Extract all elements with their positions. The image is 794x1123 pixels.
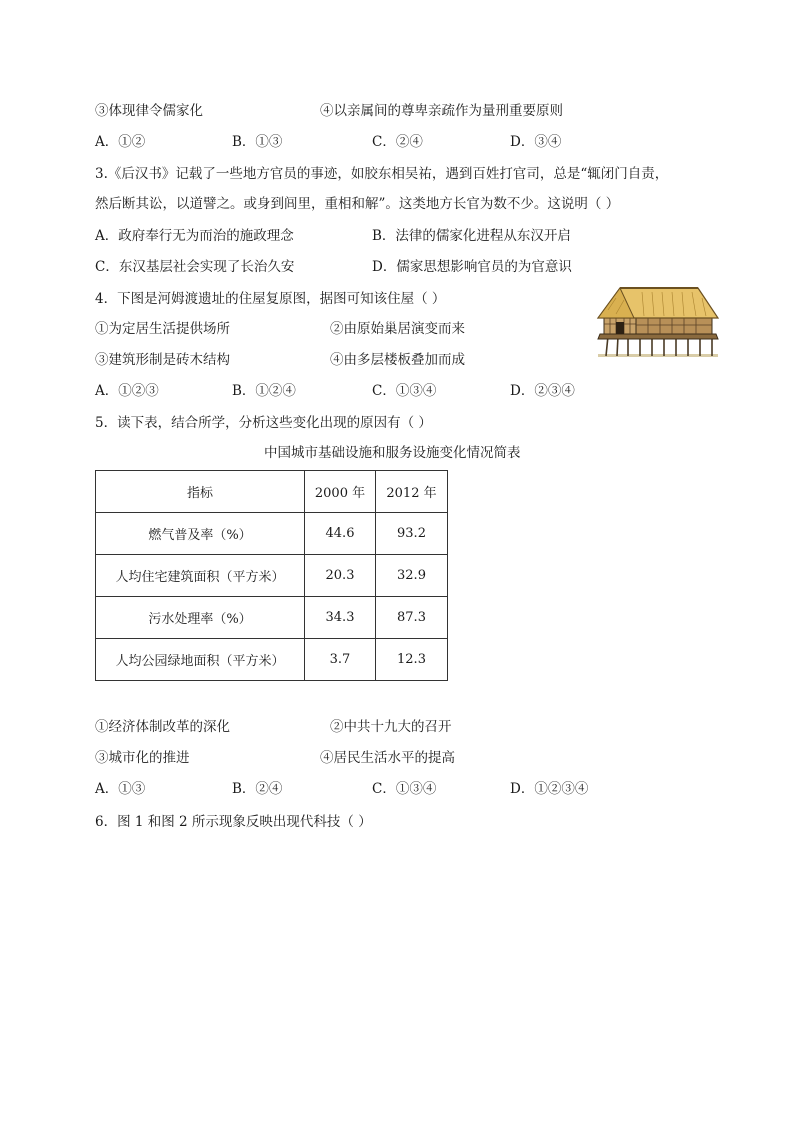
table-cell: 93.2 [376, 513, 448, 555]
q5-option-d: D．①②③④ [510, 781, 589, 797]
q2-item-3: ③体现律令儒家化 [95, 103, 203, 119]
hemudu-house-illustration [594, 282, 722, 360]
q5-option-c: C．①③④ [372, 781, 437, 797]
q4-item-1: ①为定居生活提供场所 [95, 321, 230, 337]
q4-option-a: A．①②③ [95, 383, 159, 399]
table-header-row [96, 471, 448, 513]
q3-option-d: D．儒家思想影响官员的为官意识 [372, 259, 572, 275]
q3-stem-line-1: 3.《后汉书》记载了一些地方官员的事迹，如胶东相吴祐，遇到百姓打官司，总是“辄闭门自责， [95, 166, 669, 182]
q5-item-4: ④居民生活水平的提高 [320, 750, 455, 766]
q5-option-b: B．②④ [232, 781, 283, 797]
q5-item-3: ③城市化的推进 [95, 750, 190, 766]
table-row [96, 597, 448, 639]
table-cell: 污水处理率（%） [96, 597, 305, 639]
q2-option-d: D．③④ [510, 134, 562, 150]
q5-table-title: 中国城市基础设施和服务设施变化情况简表 [264, 445, 521, 461]
table-cell: 32.9 [376, 555, 448, 597]
table-row [96, 555, 448, 597]
q4-item-3: ③建筑形制是砖木结构 [95, 352, 230, 368]
q4-option-b: B．①②④ [232, 383, 296, 399]
table-cell: 34.3 [305, 597, 376, 639]
q6-stem: 6．图 1 和图 2 所示现象反映出现代科技（ ） [95, 814, 372, 830]
q2-option-a: A．①② [95, 134, 146, 150]
q4-item-2: ②由原始巢居演变而来 [330, 321, 465, 337]
table-cell: 3.7 [305, 639, 376, 681]
table-cell: 44.6 [305, 513, 376, 555]
q2-item-4: ④以亲属间的尊卑亲疏作为量刑重要原则 [320, 103, 563, 119]
q2-option-c: C．②④ [372, 134, 423, 150]
q3-option-c: C．东汉基层社会实现了长治久安 [95, 259, 295, 275]
q4-option-c: C．①③④ [372, 383, 437, 399]
table-cell: 20.3 [305, 555, 376, 597]
q4-option-d: D．②③④ [510, 383, 575, 399]
q5-option-a: A．①③ [95, 781, 146, 797]
table-row [96, 513, 448, 555]
infrastructure-table [95, 470, 448, 681]
table-cell: 燃气普及率（%） [96, 513, 305, 555]
table-cell: 人均公园绿地面积（平方米） [96, 639, 305, 681]
q3-option-a: A．政府奉行无为而治的施政理念 [95, 228, 294, 244]
q4-item-4: ④由多层楼板叠加而成 [330, 352, 465, 368]
q4-stem: 4．下图是河姆渡遗址的住屋复原图，据图可知该住屋（ ） [95, 291, 446, 307]
q2-option-b: B．①③ [232, 134, 283, 150]
q5-item-2: ②中共十九大的召开 [330, 719, 452, 735]
table-cell: 人均住宅建筑面积（平方米） [96, 555, 305, 597]
table-cell: 87.3 [376, 597, 448, 639]
table-cell: 12.3 [376, 639, 448, 681]
table-row [96, 639, 448, 681]
table-header-cell: 2000 年 [305, 471, 376, 513]
table-header-cell: 2012 年 [376, 471, 448, 513]
q3-stem-line-2: 然后断其讼，以道譬之。或身到闾里，重相和解”。这类地方长官为数不少。这说明（ ） [95, 196, 620, 212]
table-header-cell: 指标 [96, 471, 305, 513]
q3-option-b: B．法律的儒家化进程从东汉开启 [372, 228, 571, 244]
q5-item-1: ①经济体制改革的深化 [95, 719, 230, 735]
q5-stem: 5．读下表，结合所学，分析这些变化出现的原因有（ ） [95, 415, 432, 431]
